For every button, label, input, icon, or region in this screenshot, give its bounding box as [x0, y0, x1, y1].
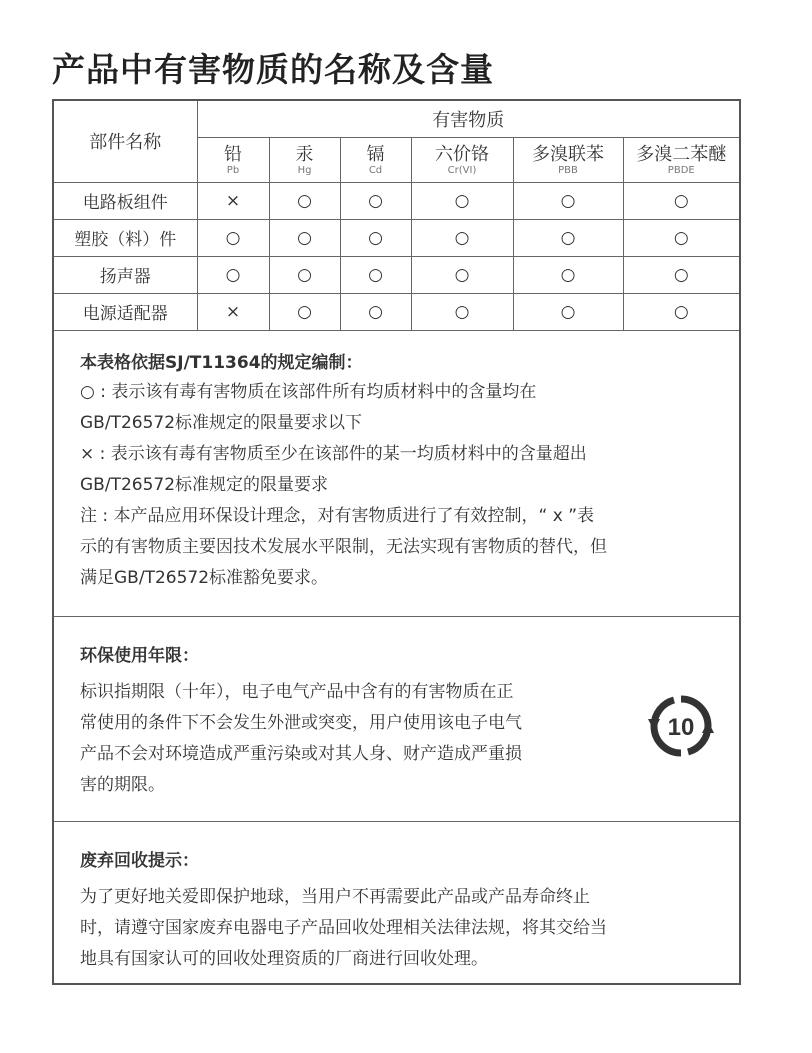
hazard-mark: ○ [623, 182, 739, 219]
part-name: 塑胶（料）件 [54, 219, 197, 256]
epup-line: 产品不会对环境造成严重污染或对其人身、财产造成严重损 [80, 744, 522, 764]
part-name: 电路板组件 [54, 182, 197, 219]
element-header: 镉 Cd [340, 137, 411, 182]
hazard-mark: × [197, 182, 269, 219]
recycle-line: 时，请遵守国家废弃电器电子产品回收处理相关法律法规，将其交给当 [80, 918, 607, 938]
element-header: 六价铬 Cr(VI) [411, 137, 513, 182]
notes-heading: 本表格依据SJ/T11364的规定编制： [80, 353, 363, 373]
page-title: 产品中有害物质的名称及含量 [52, 50, 494, 89]
element-header: 汞 Hg [269, 137, 340, 182]
hazard-mark: ○ [411, 182, 513, 219]
hazard-mark: ○ [340, 293, 411, 330]
recycle-line: 为了更好地关爱即保护地球，当用户不再需要此产品或产品寿命终止 [80, 887, 590, 907]
hazard-mark: ○ [269, 182, 340, 219]
hazard-mark: ○ [411, 219, 513, 256]
element-header: 多溴二苯醚 PBDE [623, 137, 739, 182]
epup-heading: 环保使用年限： [80, 646, 199, 666]
notes-line: × : 表示该有毒有害物质至少在该部件的某一均质材料中的含量超出 [80, 444, 587, 464]
notes-line: ○ : 表示该有毒有害物质在该部件所有均质材料中的含量均在 [80, 382, 537, 402]
hazard-mark: ○ [513, 182, 623, 219]
epup-text [80, 677, 630, 801]
epup-10-year-icon [648, 693, 714, 759]
hazard-mark: ○ [513, 256, 623, 293]
hazard-mark: ○ [513, 219, 623, 256]
notes-line: GB/T26572标准规定的限量要求以下 [80, 413, 363, 433]
recycle-text [80, 882, 725, 975]
hazard-mark: ○ [623, 219, 739, 256]
table-row [54, 256, 739, 293]
hazard-mark: ○ [623, 293, 739, 330]
hazard-mark: ○ [269, 219, 340, 256]
hazard-mark: ○ [269, 293, 340, 330]
hazard-mark: ○ [623, 256, 739, 293]
notes-section [54, 330, 739, 616]
part-name: 扬声器 [54, 256, 197, 293]
notes-line: 满足GB/T26572标准豁免要求。 [80, 568, 329, 588]
hazard-mark: ○ [197, 219, 269, 256]
epup-line: 标识指期限（十年），电子电气产品中含有的有害物质在正 [80, 682, 514, 702]
notes-line: 示的有害物质主要因技术发展水平限制，无法实现有害物质的替代，但 [80, 537, 607, 557]
table-row [54, 182, 739, 219]
table-row [54, 293, 739, 330]
notes-line: GB/T26572标准规定的限量要求 [80, 475, 329, 495]
notes-text [80, 377, 720, 594]
epup-icon-number: 10 [667, 714, 695, 741]
notes-line: 注 : 本产品应用环保设计理念，对有害物质进行了有效控制，“ x ”表 [80, 506, 595, 526]
hazard-mark: × [197, 293, 269, 330]
epup-section [54, 616, 739, 821]
hazard-table [54, 101, 739, 331]
table-row [54, 219, 739, 256]
hazard-mark: ○ [197, 256, 269, 293]
epup-line: 害的期限。 [80, 775, 165, 795]
element-header: 多溴联苯 PBB [513, 137, 623, 182]
hazard-mark: ○ [340, 219, 411, 256]
part-name: 电源适配器 [54, 293, 197, 330]
hazard-mark: ○ [411, 293, 513, 330]
hazard-mark: ○ [269, 256, 340, 293]
epup-line: 常使用的条件下不会发生外泄或突变，用户使用该电子电气 [80, 713, 522, 733]
hazard-mark: ○ [340, 182, 411, 219]
part-name-header: 部件名称 [54, 101, 197, 182]
hazard-mark: ○ [340, 256, 411, 293]
hazard-mark: ○ [411, 256, 513, 293]
hazard-header: 有害物质 [197, 101, 739, 137]
recycle-section [54, 821, 739, 983]
hazard-mark: ○ [513, 293, 623, 330]
recycle-line: 地具有国家认可的回收处理资质的厂商进行回收处理。 [80, 949, 488, 969]
element-header: 铅 Pb [197, 137, 269, 182]
recycle-heading: 废弃回收提示： [80, 851, 199, 871]
document-frame [52, 99, 741, 985]
